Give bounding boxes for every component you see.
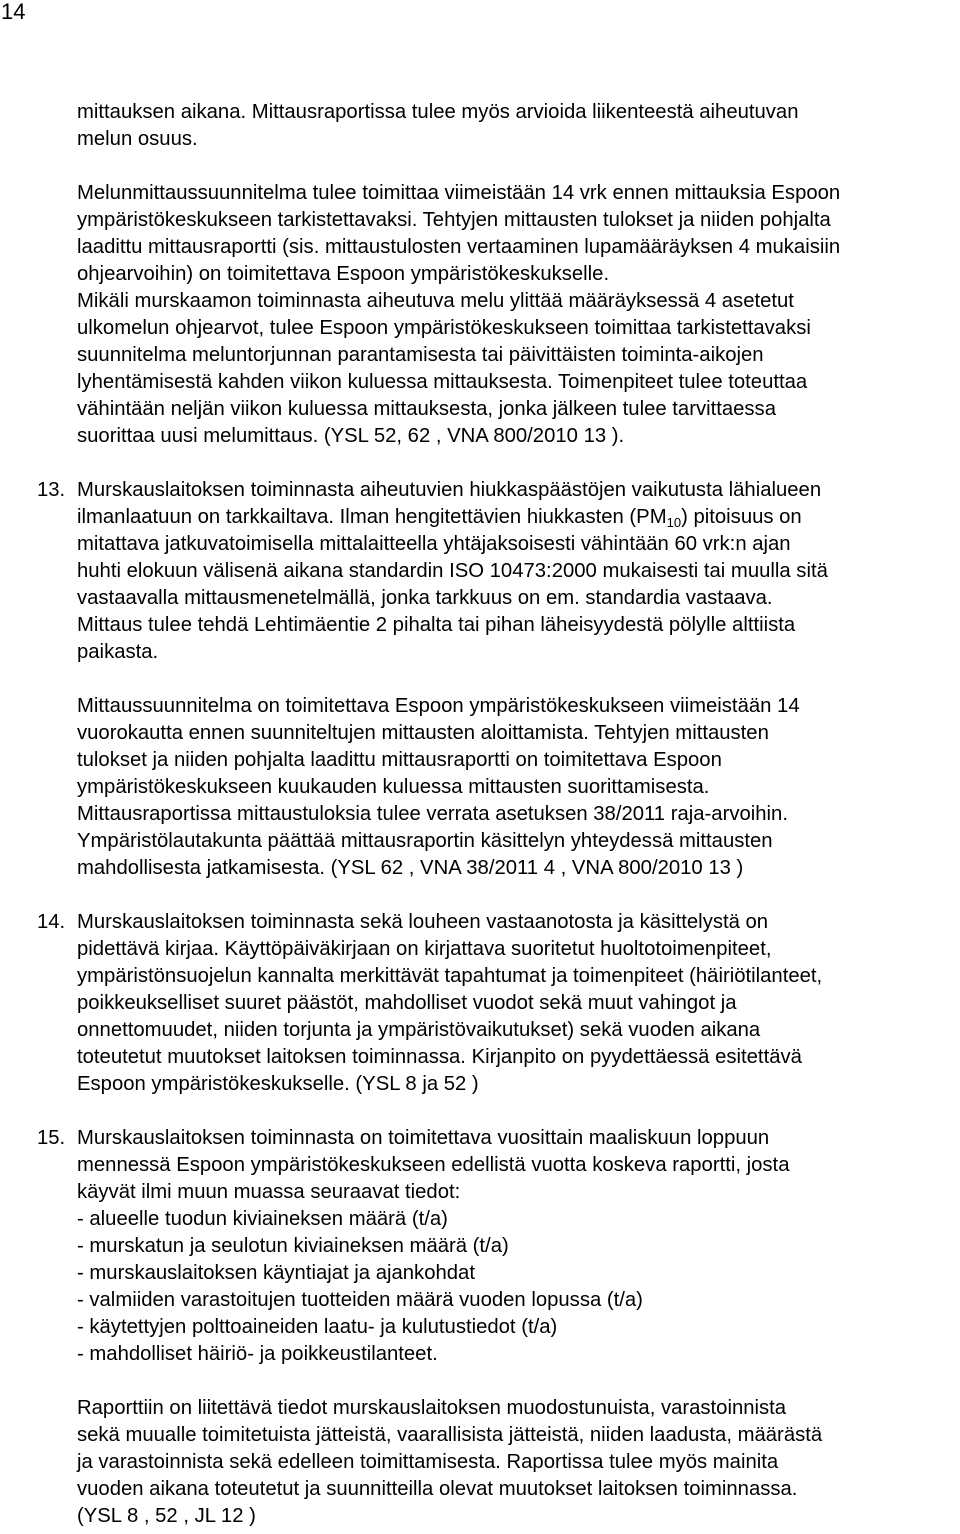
list-item: - käytettyjen polttoaineiden laatu- ja kulutustiedot (t/a) — [77, 1316, 558, 1338]
text-line: ohjearvoihin) on toimitettava Espoon ympäristökeskukselle. — [77, 263, 610, 285]
text-line: vastaavalla mittausmenetelmällä, jonka tarkkuus on em. standardia vastaava. — [77, 587, 773, 609]
list-item: - murskatun ja seulotun kiviaineksen määrä (t/a) — [77, 1235, 509, 1257]
item-number: 14. — [37, 911, 66, 933]
text-line: suorittaa uusi melumittaus. (YSL 52, 62 , VNA 800/2010 13 ). — [77, 425, 625, 447]
text-line: lyhentämisestä kahden viikon kuluessa mittauksesta. Toimenpiteet tulee toteuttaa — [77, 371, 808, 393]
text-line: toteutetut muutokset laitoksen toiminnassa. Kirjanpito on pyydettäessä esitettävä — [77, 1046, 802, 1068]
text-line: Murskauslaitoksen toiminnasta on toimitettava vuosittain maaliskuun loppuun — [77, 1127, 770, 1149]
page-number: 14 — [1, 0, 26, 24]
item-number: 13. — [37, 479, 66, 501]
text-line: poikkeukselliset suuret päästöt, mahdolliset vuodot sekä muut vahingot ja — [77, 992, 737, 1014]
text-line: ympäristökeskukseen kuukauden kuluessa mittausten suorittamisesta. — [77, 776, 710, 798]
text-line: Melunmittaussuunnitelma tulee toimittaa viimeistään 14 vrk ennen mittauksia Espoon — [77, 182, 841, 204]
list-item: - murskauslaitoksen käyntiajat ja ajankohdat — [77, 1262, 475, 1284]
text-line: Mittaussuunnitelma on toimitettava Espoon ympäristökeskukseen viimeistään 14 — [77, 695, 800, 717]
text-line: mahdollisesta jatkamisesta. (YSL 62 , VNA 38/2011 4 , VNA 800/2010 13 ) — [77, 857, 744, 879]
text-line: vuoden aikana toteutetut ja suunnitteilla olevat muutokset laitoksen toiminnassa. — [77, 1478, 798, 1500]
text-line: ympäristönsuojelun kannalta merkittävät tapahtumat ja toimenpiteet (häiriötilanteet, — [77, 965, 823, 987]
text-line: Mikäli murskaamon toiminnasta aiheutuva melu ylittää määräyksessä 4 asetetut — [77, 290, 794, 312]
text-line: onnettomuudet, niiden torjunta ja ympäristövaikutukset) sekä vuoden aikana — [77, 1019, 761, 1041]
text-line: Ympäristölautakunta päättää mittausraportin käsittelyn yhteydessä mittausten — [77, 830, 773, 852]
list-item: - valmiiden varastoitujen tuotteiden määrä vuoden lopussa (t/a) — [77, 1289, 643, 1311]
text-line: mittauksen aikana. Mittausraportissa tulee myös arvioida liikenteestä aiheutuvan — [77, 101, 799, 123]
text-line: vuorokautta ennen suunniteltujen mittausten aloittamista. Tehtyjen mittausten — [77, 722, 769, 744]
text-line: paikasta. — [77, 641, 159, 663]
text-line: tulokset ja niiden pohjalta laadittu mittausraportti on toimitettava Espoon — [77, 749, 722, 771]
text-line: Murskauslaitoksen toiminnasta aiheutuvien hiukkaspäästöjen vaikutusta lähialueen — [77, 479, 822, 501]
text-line: mitattava jatkuvatoimisella mittalaitteella yhtäjaksoisesti vähintään 60 vrk:n ajan — [77, 533, 791, 555]
text-line: Mittaus tulee tehdä Lehtimäentie 2 pihalta tai pihan läheisyydestä pölylle alttiista — [77, 614, 796, 636]
text-line: laadittu mittausraportti (sis. mittaustulosten vertaaminen lupamääräyksen 4 mukaisiin — [77, 236, 841, 258]
text-line: Murskauslaitoksen toiminnasta sekä louheen vastaanotosta ja käsittelystä on — [77, 911, 769, 933]
item-number: 15. — [37, 1127, 66, 1149]
text-line: Mittausraportissa mittaustuloksia tulee verrata asetuksen 38/2011 raja-arvoihin. — [77, 803, 788, 825]
text-line: ulkomelun ohjearvot, tulee Espoon ympäristökeskukseen toimittaa tarkistettavaksi — [77, 317, 811, 339]
list-item: - alueelle tuodun kiviaineksen määrä (t/a) — [77, 1208, 448, 1230]
text-line: melun osuus. — [77, 128, 198, 150]
text-line: Espoon ympäristökeskukselle. (YSL 8 ja 52 ) — [77, 1073, 479, 1095]
text-line: sekä muualle toimitetuista jätteistä, vaarallisista jätteistä, niiden laadusta, määrästä — [77, 1424, 823, 1446]
text-line: ja varastoinnista sekä edelleen toimittamisesta. Raportissa tulee myös mainita — [77, 1451, 779, 1473]
text-line: käyvät ilmi muun muassa seuraavat tiedot: — [77, 1181, 461, 1203]
text-line: pidettävä kirjaa. Käyttöpäiväkirjaan on kirjattava suoritetut huoltotoimenpiteet, — [77, 938, 772, 960]
text-line: Raporttiin on liitettävä tiedot murskauslaitoksen muodostunuista, varastoinnista — [77, 1397, 787, 1419]
text-line: vähintään neljän viikon kuluessa mittauksesta, jonka jälkeen tulee tarvittaessa — [77, 398, 776, 420]
text-line: ympäristökeskukseen tarkistettavaksi. Tehtyjen mittausten tulokset ja niiden pohjalta — [77, 209, 831, 231]
text-line: mennessä Espoon ympäristökeskukseen edellistä vuotta koskeva raportti, josta — [77, 1154, 790, 1176]
text-line: suunnitelma meluntorjunnan parantamisesta tai päivittäisten toiminta-aikojen — [77, 344, 764, 366]
text-line: (YSL 8 , 52 , JL 12 ) — [77, 1505, 256, 1527]
list-item: - mahdolliset häiriö- ja poikkeustilanteet. — [77, 1343, 438, 1365]
text-line-with-subscript: ilmanlaatuun on tarkkailtava. Ilman hengitettävien hiukkasten $(PM_{10})$ pitoisuus on — [77, 506, 802, 530]
text-line: huhti elokuun välisenä aikana standardin ISO 10473:2000 mukaisesti tai muulla sitä — [77, 560, 828, 582]
